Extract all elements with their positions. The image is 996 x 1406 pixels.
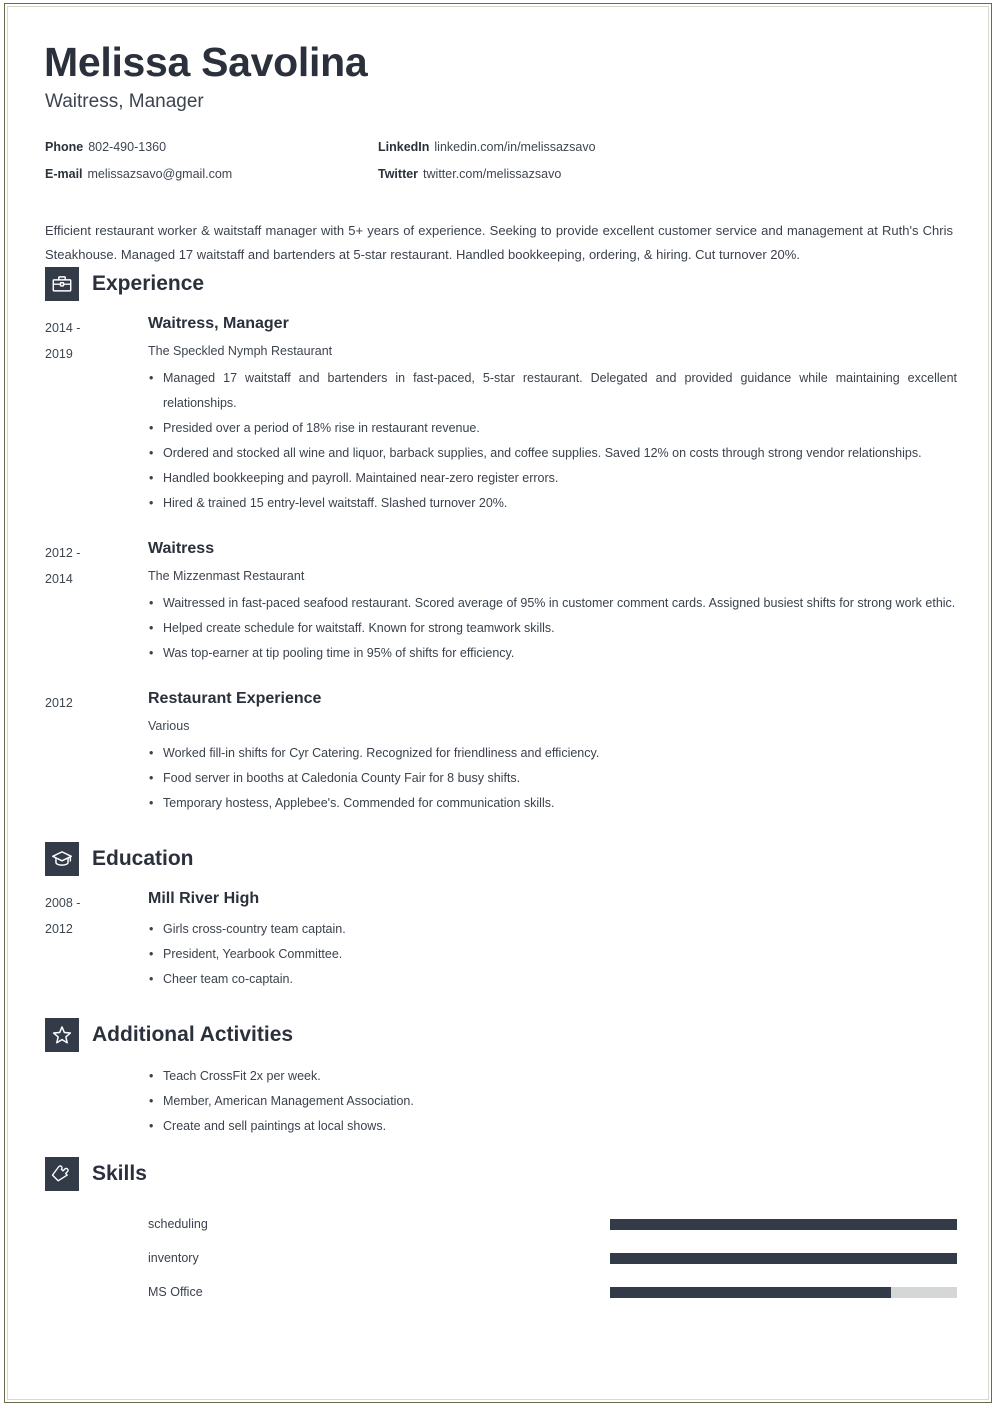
bullet-item: • Create and sell paintings at local shows. — [148, 1114, 957, 1139]
entry-dates — [45, 1064, 148, 1139]
job-title: Waitress, Manager — [45, 91, 204, 112]
contact-phone-label: Phone — [45, 140, 84, 154]
section-title-education: Education — [92, 847, 194, 870]
bullet-item: • Managed 17 waitstaff and bartenders in fast-paced, 5-star restaurant. Delegated and provided guidance while maintaining excellent relationships. — [148, 366, 957, 416]
section-title-additional-activities: Additional Activities — [92, 1023, 294, 1046]
skill-name: inventory — [148, 1251, 199, 1265]
resume-header — [41, 38, 957, 182]
section-header-additional-activities — [45, 1018, 957, 1052]
skill-name: MS Office — [148, 1285, 203, 1299]
resume-page — [4, 3, 992, 1403]
entry-dates — [45, 538, 148, 666]
entry-bullets — [148, 741, 957, 816]
briefcase-icon — [45, 267, 79, 301]
contact-email[interactable] — [45, 167, 378, 182]
contact-twitter-label: Twitter — [378, 167, 419, 181]
bullet-item: • Presided over a period of 18% rise in restaurant revenue. — [148, 416, 957, 441]
section-title-skills: Skills — [92, 1162, 147, 1185]
entry-org: Various — [148, 719, 190, 733]
entry-bullets — [148, 366, 957, 516]
bullet-item: • Cheer team co-captain. — [148, 967, 957, 992]
section-education — [45, 842, 957, 992]
skill-row — [45, 1275, 957, 1309]
skill-level-fill — [610, 1253, 957, 1264]
contact-phone-value: 802-490-1360 — [88, 140, 167, 154]
skill-level-bar — [610, 1219, 957, 1230]
experience-entry — [45, 538, 957, 666]
contact-phone — [45, 140, 378, 155]
entry-date-from: 2012 — [45, 696, 73, 710]
entry-bullets — [148, 1064, 957, 1139]
entry-bullets — [148, 917, 957, 992]
section-additional-activities — [45, 1018, 957, 1139]
entry-school: Mill River High — [148, 890, 260, 907]
section-experience — [45, 267, 957, 816]
entry-date-to: 2012 — [45, 922, 73, 936]
entry-org: The Speckled Nymph Restaurant — [148, 344, 333, 358]
entry-dates — [45, 313, 148, 516]
activities-entry — [45, 1064, 957, 1139]
skill-level-fill — [610, 1219, 957, 1230]
bullet-item: • Worked fill-in shifts for Cyr Catering. Recognized for friendliness and efficiency. — [148, 741, 957, 766]
graduation-cap-icon — [45, 842, 79, 876]
section-header-experience — [45, 267, 957, 301]
bullet-item: • Ordered and stocked all wine and liquor, barback supplies, and coffee supplies. Saved 12% on costs through strong vendor relationships. — [148, 441, 957, 466]
bullet-item: • Girls cross-country team captain. — [148, 917, 957, 942]
puzzle-piece-icon — [45, 1157, 79, 1191]
skill-name: scheduling — [148, 1217, 208, 1231]
contact-linkedin-value[interactable]: linkedin.com/in/melissazsavo — [434, 140, 596, 154]
entry-dates — [45, 888, 148, 992]
entry-date-from: 2012 - — [45, 546, 81, 560]
entry-date-to: 2014 — [45, 572, 73, 586]
entry-org: The Mizzenmast Restaurant — [148, 569, 305, 583]
bullet-item: • Teach CrossFit 2x per week. — [148, 1064, 957, 1089]
bullet-item: • Was top-earner at tip pooling time in 95% of shifts for efficiency. — [148, 641, 957, 666]
section-skills — [45, 1157, 957, 1309]
contact-linkedin[interactable] — [378, 140, 957, 155]
skill-row — [45, 1241, 957, 1275]
bullet-item: • Handled bookkeeping and payroll. Maintained near-zero register errors. — [148, 466, 957, 491]
entry-dates — [45, 688, 148, 816]
contact-details — [45, 140, 957, 182]
entry-role: Waitress, Manager — [148, 315, 289, 332]
contact-twitter-value[interactable]: twitter.com/melissazsavo — [423, 167, 562, 181]
bullet-item: • Helped create schedule for waitstaff. Known for strong teamwork skills. — [148, 616, 957, 641]
page-title: Melissa Savolina — [44, 39, 368, 85]
professional-summary: Efficient restaurant worker & waitstaff manager with 5+ years of experience. Seeking to provide excellent customer service and management at Ruth's Chris Steakhouse. Managed 17 waitstaff and bartenders at 5-star restaurant. Handled bookkeeping, ordering, & hiring. Cut turnover 20%. — [45, 223, 953, 262]
star-icon — [45, 1018, 79, 1052]
bullet-item: • Waitressed in fast-paced seafood restaurant. Scored average of 95% in customer comment cards. Assigned busiest shifts for strong work ethic. — [148, 591, 957, 616]
bullet-item: • Food server in booths at Caledonia County Fair for 8 busy shifts. — [148, 766, 957, 791]
entry-date-from: 2014 - — [45, 321, 81, 335]
section-title-experience: Experience — [92, 272, 205, 295]
entry-date-from: 2008 - — [45, 896, 81, 910]
skill-level-bar — [610, 1287, 957, 1298]
bullet-item: • Member, American Management Association. — [148, 1089, 957, 1114]
entry-role: Waitress — [148, 540, 215, 557]
skill-level-fill — [610, 1287, 891, 1298]
contact-twitter[interactable] — [378, 167, 957, 182]
bullet-item: • Hired & trained 15 entry-level waitstaff. Slashed turnover 20%. — [148, 491, 957, 516]
experience-entry — [45, 688, 957, 816]
section-header-education — [45, 842, 957, 876]
education-entry — [45, 888, 957, 992]
bullet-item: • Temporary hostess, Applebee's. Commended for communication skills. — [148, 791, 957, 816]
contact-email-label: E-mail — [45, 167, 83, 181]
entry-date-to: 2019 — [45, 347, 73, 361]
section-header-skills — [45, 1157, 957, 1191]
skill-level-bar — [610, 1253, 957, 1264]
bullet-item: • President, Yearbook Committee. — [148, 942, 957, 967]
skill-row — [45, 1207, 957, 1241]
contact-email-value[interactable]: melissazsavo@gmail.com — [87, 167, 233, 181]
entry-role: Restaurant Experience — [148, 690, 322, 707]
experience-entry — [45, 313, 957, 516]
contact-linkedin-label: LinkedIn — [378, 140, 430, 154]
entry-bullets — [148, 591, 957, 666]
